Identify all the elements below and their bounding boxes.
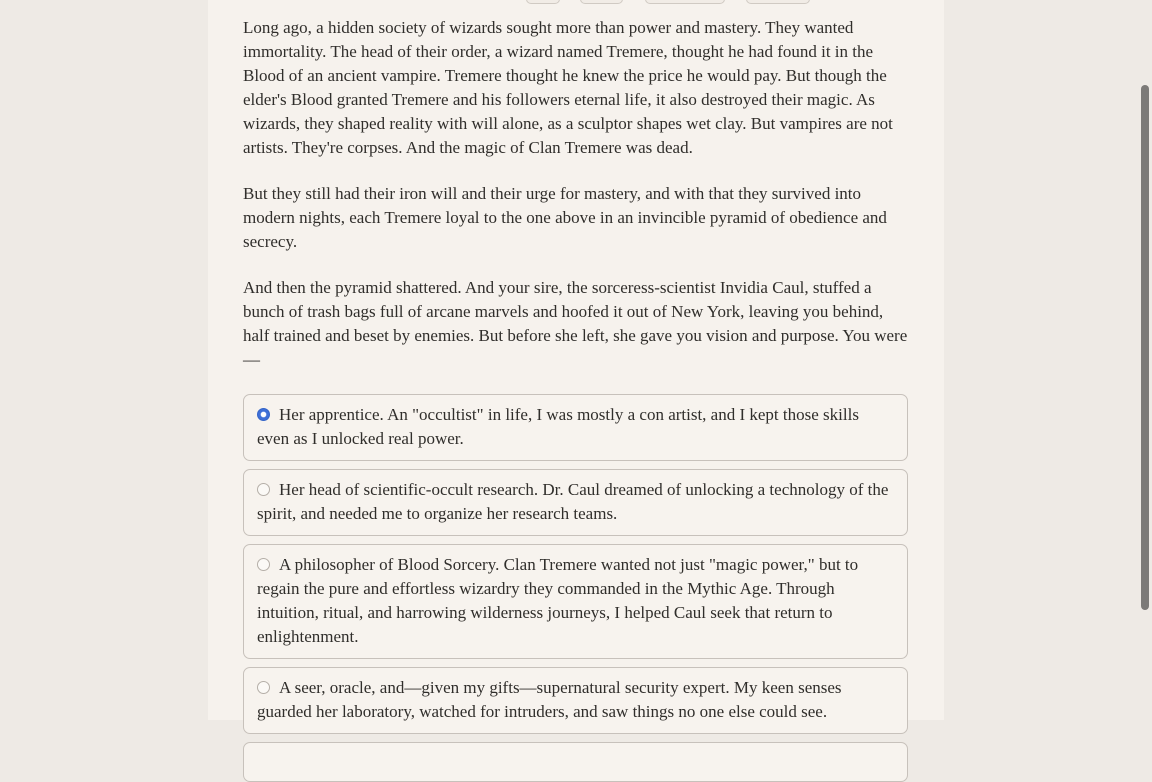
radio-unselected-icon[interactable] [257,483,270,496]
choice-option-label: A philosopher of Blood Sorcery. Clan Tremere wanted not just "magic power," but to regain the pure and effortless wizardry they commanded in the Mythic Age. Through intuition, ritual, and harrowing wilderness journeys, I helped Caul seek that return to enlightenment. [257,555,859,646]
story-paragraph: And then the pyramid shattered. And your sire, the sorceress-scientist Invidia Caul, stuffed a bunch of trash bags full of arcane marvels and hoofed it out of New York, leaving you behind, half trained and beset by enemies. But before she left, she gave you vision and purpose. You were— [243,278,908,369]
choice-option-partial[interactable] [243,742,908,782]
choice-option-label: Her apprentice. An "occultist" in life, I was mostly a con artist, and I kept those skills even as I unlocked real power. [257,405,859,448]
story-paragraph: But they still had their iron will and their urge for mastery, and with that they survived into modern nights, each Tremere loyal to the one above in an invincible pyramid of obedience and secrecy. [243,184,887,251]
choices-group [243,394,908,782]
top-nav-button-4[interactable] [746,0,810,4]
radio-unselected-icon[interactable] [257,681,270,694]
scrollbar-thumb[interactable] [1141,85,1149,610]
choice-option-label: A seer, oracle, and—given my gifts—supernatural security expert. My keen senses guarded her laboratory, watched for intruders, and saw things no one else could see. [257,678,842,721]
radio-unselected-icon[interactable] [257,558,270,571]
top-nav-button-2[interactable] [580,0,623,4]
choice-option-seer[interactable] [243,667,908,734]
choice-option-philosopher[interactable] [243,544,908,659]
content-column [208,0,944,720]
story-paragraph: Long ago, a hidden society of wizards sought more than power and mastery. They wanted immortality. The head of their order, a wizard named Tremere, thought he had found it in the Blood of an ancient vampire. Tremere thought he knew the price he would pay. But though the elder's Blood granted Tremere and his followers eternal life, it also destroyed their magic. As wizards, they shaped reality with will alone, as a sculptor shapes wet clay. But vampires are not artists. They're corpses. And the magic of Clan Tremere was dead. [243,18,893,157]
story-text-area [243,0,908,782]
top-nav-button-1[interactable] [526,0,560,4]
radio-selected-icon[interactable] [257,408,270,421]
choice-option-apprentice[interactable] [243,394,908,461]
choice-option-research-head[interactable] [243,469,908,536]
top-nav-button-3[interactable] [645,0,725,4]
choice-option-label: Her head of scientific-occult research. Dr. Caul dreamed of unlocking a technology of the spirit, and needed me to organize her research teams. [257,480,889,523]
